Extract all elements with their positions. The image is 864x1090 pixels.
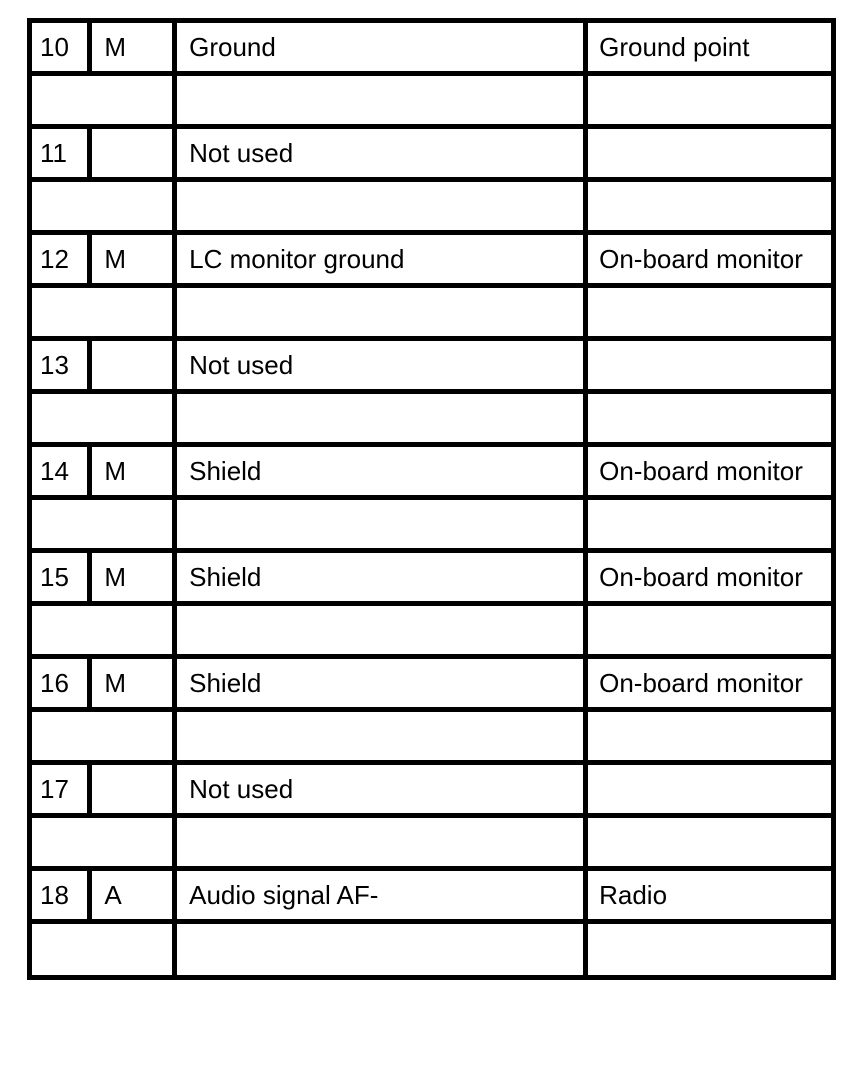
empty-cell — [586, 816, 834, 869]
pin-description: Ground — [175, 21, 586, 74]
pin-number: 12 — [30, 233, 90, 286]
empty-cell — [586, 286, 834, 339]
empty-cell — [175, 498, 586, 551]
table-row — [30, 763, 834, 816]
pin-description: Not used — [175, 763, 586, 816]
connected-component: On-board monitor — [586, 233, 834, 286]
empty-cell — [175, 604, 586, 657]
table-row — [30, 869, 834, 922]
empty-cell — [30, 816, 175, 869]
spacer-row — [30, 816, 834, 869]
empty-cell — [175, 816, 586, 869]
empty-cell — [30, 604, 175, 657]
signal-type: M — [90, 657, 175, 710]
empty-cell — [586, 710, 834, 763]
pin-description: Shield — [175, 445, 586, 498]
spacer-row — [30, 922, 834, 978]
table-row — [30, 445, 834, 498]
empty-cell — [30, 922, 175, 978]
table-row — [30, 233, 834, 286]
spacer-row — [30, 392, 834, 445]
table-row — [30, 551, 834, 604]
connected-component: On-board monitor — [586, 657, 834, 710]
empty-cell — [30, 392, 175, 445]
pin-number: 16 — [30, 657, 90, 710]
spacer-row — [30, 74, 834, 127]
signal-type: M — [90, 445, 175, 498]
empty-cell — [30, 180, 175, 233]
pin-description: LC monitor ground — [175, 233, 586, 286]
pin-number: 18 — [30, 869, 90, 922]
signal-type — [90, 127, 175, 180]
pin-description: Shield — [175, 657, 586, 710]
empty-cell — [30, 498, 175, 551]
signal-type: M — [90, 233, 175, 286]
connected-component — [586, 127, 834, 180]
connected-component — [586, 339, 834, 392]
signal-type — [90, 763, 175, 816]
empty-cell — [586, 922, 834, 978]
empty-cell — [175, 180, 586, 233]
empty-cell — [30, 710, 175, 763]
empty-cell — [175, 922, 586, 978]
table-row — [30, 339, 834, 392]
empty-cell — [30, 74, 175, 127]
table-row — [30, 21, 834, 74]
signal-type: M — [90, 551, 175, 604]
pin-description: Not used — [175, 127, 586, 180]
empty-cell — [586, 74, 834, 127]
empty-cell — [30, 286, 175, 339]
empty-cell — [586, 180, 834, 233]
table-row — [30, 657, 834, 710]
empty-cell — [175, 392, 586, 445]
empty-cell — [586, 604, 834, 657]
connected-component: Radio — [586, 869, 834, 922]
connected-component: On-board monitor — [586, 445, 834, 498]
pin-description: Audio signal AF- — [175, 869, 586, 922]
spacer-row — [30, 180, 834, 233]
pin-number: 15 — [30, 551, 90, 604]
connected-component: On-board monitor — [586, 551, 834, 604]
signal-type — [90, 339, 175, 392]
connected-component: Ground point — [586, 21, 834, 74]
spacer-row — [30, 286, 834, 339]
connected-component — [586, 763, 834, 816]
table-row — [30, 127, 834, 180]
pin-assignment-table — [27, 18, 836, 980]
pin-number: 11 — [30, 127, 90, 180]
signal-type: A — [90, 869, 175, 922]
pin-number: 10 — [30, 21, 90, 74]
empty-cell — [175, 710, 586, 763]
empty-cell — [175, 74, 586, 127]
pin-description: Shield — [175, 551, 586, 604]
pin-description: Not used — [175, 339, 586, 392]
signal-type: M — [90, 21, 175, 74]
pin-number: 13 — [30, 339, 90, 392]
spacer-row — [30, 498, 834, 551]
pin-number: 14 — [30, 445, 90, 498]
empty-cell — [175, 286, 586, 339]
spacer-row — [30, 710, 834, 763]
spacer-row — [30, 604, 834, 657]
pin-number: 17 — [30, 763, 90, 816]
empty-cell — [586, 498, 834, 551]
empty-cell — [586, 392, 834, 445]
